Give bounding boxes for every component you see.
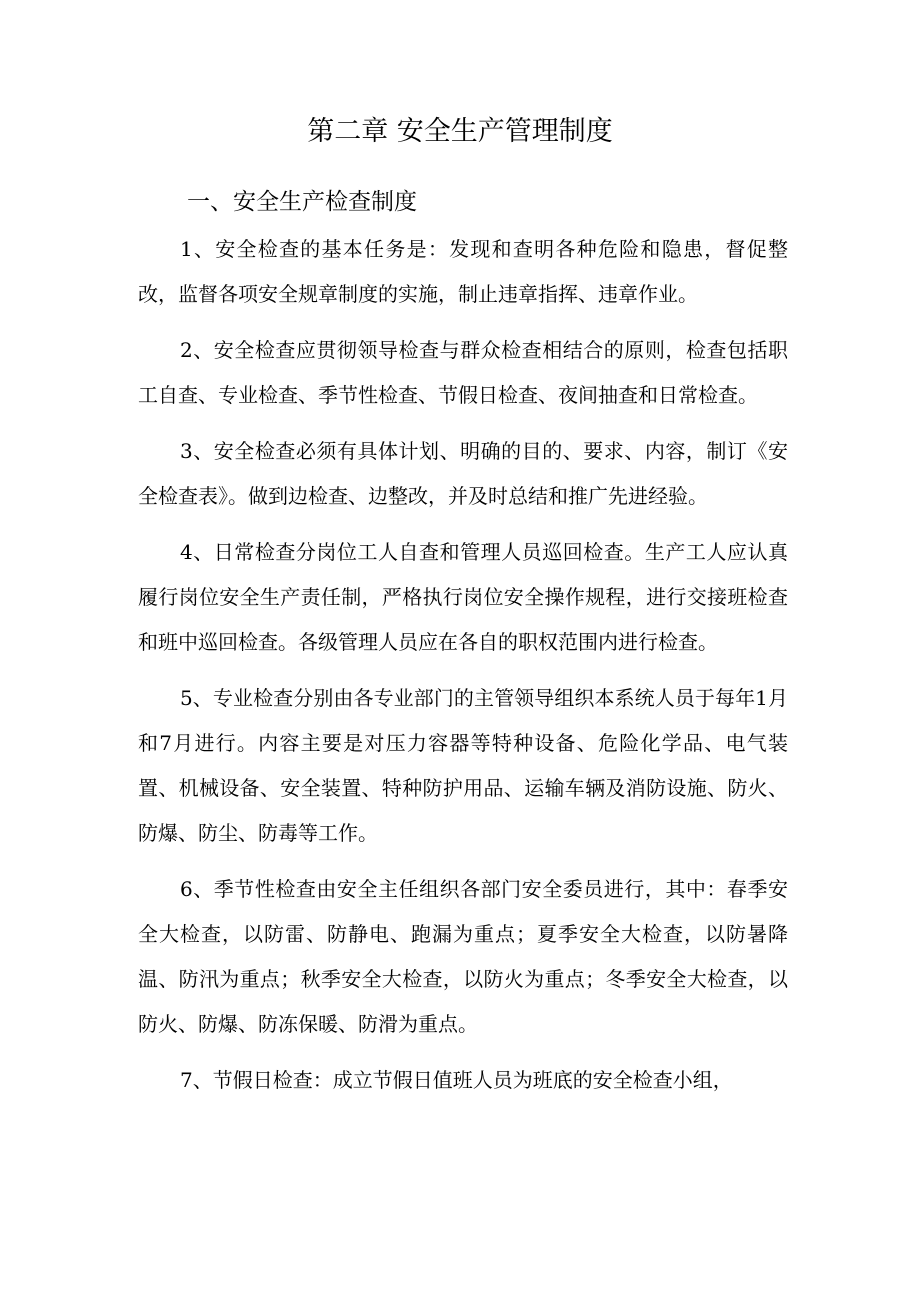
paragraph-1: 1、安全检查的基本任务是：发现和查明各种危险和隐患，督促整改，监督各项安全规章制度的实施，制止违章指挥、违章作业。 bbox=[138, 237, 788, 306]
paragraph-4: 4、日常检查分岗位工人自查和管理人员巡回检查。生产工人应认真履行岗位安全生产责任制，严格执行岗位安全操作规程，进行交接班检查和班中巡回检查。各级管理人员应在各自的职权范围内进行检查。 bbox=[138, 540, 788, 654]
paragraph-6: 6、季节性检查由安全主任组织各部门安全委员进行，其中：春季安全大检查，以防雷、防静电、跑漏为重点；夏季安全大检查，以防暑降温、防汛为重点；秋季安全大检查，以防火为重点；冬季安全大检查，以防火、防爆、防冻保暖、防滑为重点。 bbox=[138, 877, 788, 1036]
body-text bbox=[138, 227, 788, 1114]
chapter-title: 第二章 安全生产管理制度 bbox=[307, 116, 613, 147]
paragraph-2: 2、安全检查应贯彻领导检查与群众检查相结合的原则，检查包括职工自查、专业检查、季节性检查、节假日检查、夜间抽查和日常检查。 bbox=[138, 338, 788, 407]
paragraph-3: 3、安全检查必须有具体计划、明确的目的、要求、内容，制订《安全检查表》。做到边检查、边整改，并及时总结和推广先进经验。 bbox=[138, 439, 788, 508]
paragraph-7: 7、节假日检查：成立节假日值班人员为班底的安全检查小组， bbox=[180, 1068, 733, 1092]
section-title: 一、安全生产检查制度 bbox=[187, 189, 417, 215]
paragraph-5: 5、专业检查分别由各专业部门的主管领导组织本系统人员于每年1月和7月进行。内容主要是对压力容器等特种设备、危险化学品、电气装置、机械设备、安全装置、特种防护用品、运输车辆及消防设施、防火、防爆、防尘、防毒等工作。 bbox=[138, 686, 788, 845]
